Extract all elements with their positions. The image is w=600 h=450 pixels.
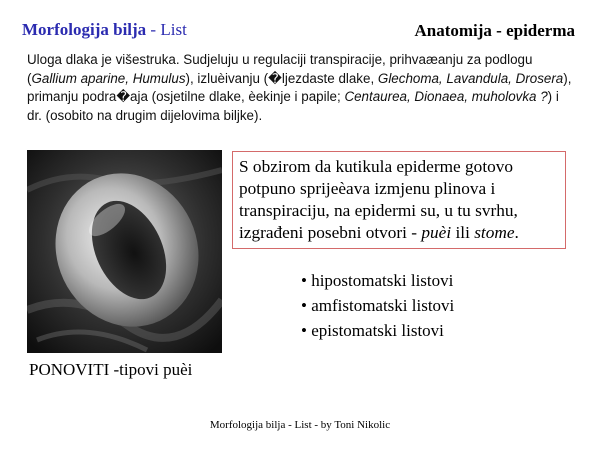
callout-end: .	[514, 223, 519, 242]
intro-species-1: Gallium aparine, Humulus	[31, 70, 186, 86]
section-title: Anatomija - epiderma	[414, 21, 575, 40]
intro-species-2: Glechoma, Lavandula, Drosera	[377, 70, 564, 86]
intro-text-2: ), izluèivanju (�ljezdaste dlake,	[185, 70, 378, 86]
callout-term-2: stome	[474, 223, 515, 242]
callout-joiner: ili	[451, 223, 475, 242]
title-main: Morfologija bilja	[22, 20, 147, 39]
stoma-micrograph	[27, 150, 222, 353]
footer: Morfologija bilja - List - by Toni Nikolic	[209, 419, 391, 431]
intro-species-3: Centaurea, Dionaea, muholovka ?	[344, 89, 548, 104]
callout-term-1: puèi	[421, 223, 452, 242]
callout-box	[232, 151, 566, 249]
slide-title	[22, 20, 187, 40]
intro-paragraph	[27, 51, 577, 125]
callout-text: S obzirom da kutikula epiderme gotovo potpuno sprijeèava izmjenu plinova i transpiraciju, na epidermi su, u tu svrhu, izgrađeni posebni otvori -	[239, 157, 518, 242]
title-separator: -	[146, 20, 161, 39]
intro-text-4: ) i dr. (osobito na drugim dijelovima biljke).	[27, 89, 559, 123]
list-item: • hipostomatski listovi	[301, 268, 454, 293]
title-sub: List	[160, 20, 187, 39]
leaf-types-list	[301, 268, 454, 343]
repeat-note: PONOVITI -tipovi puèi	[29, 360, 193, 379]
list-item: • amfistomatski listovi	[301, 293, 454, 318]
intro-text-1: Uloga dlaka je višestruka. Sudjeluju u regulaciji transpiracije, prihvaæanju za podlogu (	[27, 52, 533, 86]
list-item: • epistomatski listovi	[301, 318, 454, 343]
stoma-illustration	[27, 150, 222, 353]
intro-text-3: ), primanju podra�aja (osjetilne dlake, èekinje i papile;	[27, 70, 572, 104]
